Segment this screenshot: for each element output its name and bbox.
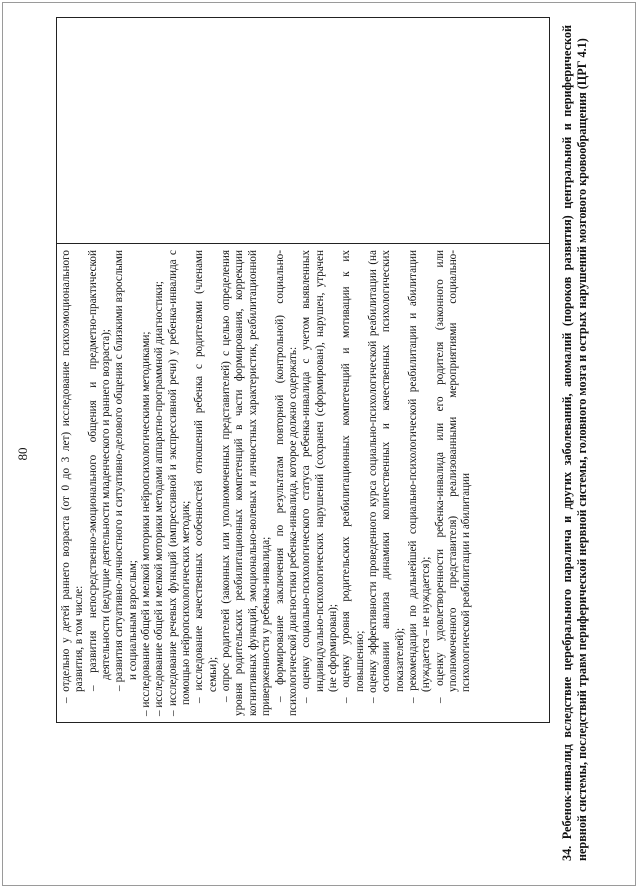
item-text: оценку эффективности проведенного курса социально-психологической реабилитации (на основании анализа динамики количественных и качественных психологических показателей); (366, 250, 406, 693)
list-item (87, 250, 114, 716)
list-item (60, 250, 87, 716)
rotated-page (2, 3, 632, 883)
page-number: 80 (15, 447, 30, 461)
table-left-column (60, 250, 474, 716)
item-text: оценку уровня родительских реабилитационных компетенций и мотивации к их повышению; (340, 249, 366, 692)
list-item (220, 250, 273, 716)
list-item (167, 250, 194, 716)
list-item (140, 250, 153, 716)
item-text: исследование качественных особенностей отношений ребенка с родителями (членами семьи); (193, 249, 219, 692)
dash-marker: – (60, 697, 72, 703)
list-item (300, 250, 340, 716)
item-text: отдельно у детей раннего возраста (от 0 до 3 лет) исследование психоэмоционального развития, в том числе: (60, 249, 86, 692)
item-text: опрос родителей (законных или уполномоченных представителей) с целью определения уровня родительских реабилитационных компетенций в части формирования, коррекции когнитивных функций, эмоционально-волевых и личностных характеристик, реабилитационной приверженности у ребенка-инвалида; (220, 250, 273, 716)
dash-marker: – (113, 685, 126, 691)
dash-marker: – (300, 697, 313, 703)
list-item (407, 250, 434, 716)
table-column-divider (57, 243, 549, 244)
item-text: оценку социально-психологического статуса ребенка-инвалида с учетом выявленных индивидуально-психологических нарушений (сохранен (сформирован), нарушен, утрачен (не сформирован); (300, 249, 339, 692)
dash-marker: – (220, 696, 233, 702)
list-item (340, 250, 367, 716)
section-heading: 34. Ребенок-инвалид вследствие церебрального паралича и других заболеваний, аномалий (пороков развития) центральной и периферической нервной системы, последствий травм периферической нервной системы, головного мозга и острых нарушений мозгового кровообращения (ЦРГ 4.1) (560, 25, 589, 861)
dash-marker: – (273, 696, 286, 702)
item-text: оценку удовлетворенности ребенка-инвалида или его родителя (законного или уполномоченного представителя) реализованными мероприятиями социально-психологической реабилитации и абилитации (433, 249, 473, 692)
dash-marker: – (340, 697, 353, 703)
list-item (434, 250, 474, 716)
item-text: развития ситуативно-личностного и ситуативно-делового общения с близкими взрослыми и социальным взрослым; (113, 250, 139, 683)
dash-marker: – (193, 697, 206, 703)
item-text: рекомендации по дальнейшей социально-психологической реабилитации и абилитации (нуждается – не нуждается); (406, 249, 433, 692)
item-text: исследование общей и мелкой моторики методами аппаратно-программной диагностики; (153, 281, 166, 708)
list-item (367, 250, 407, 716)
dash-marker: – (86, 685, 99, 691)
dash-marker: – (166, 710, 179, 716)
dash-marker: – (433, 697, 446, 703)
list-item (113, 250, 140, 716)
list-item (153, 250, 166, 716)
dash-marker: – (406, 697, 419, 703)
dash-marker: – (140, 710, 153, 716)
dash-marker: – (366, 697, 379, 703)
dash-marker: – (153, 710, 166, 716)
item-text: исследование общей и мелкой моторики нейропсихологическими методиками; (140, 331, 153, 708)
list-item (274, 250, 301, 716)
item-text: исследование речевых функций (импрессивной и экспрессивной речи) у ребенка-инвалида с помощью нейропсихологических методик; (166, 250, 193, 706)
list-item (193, 250, 220, 716)
content-table (56, 17, 550, 723)
item-text: формирование заключения по результатам повторной (контрольной) социально-психологической диагностики ребенка-инвалида, которое должно содержать: (273, 249, 299, 716)
item-text: развития непосредственно-эмоционального общения и предметно-практической деятельности (ведущие деятельности младенческого и раннего возраста); (86, 249, 113, 680)
